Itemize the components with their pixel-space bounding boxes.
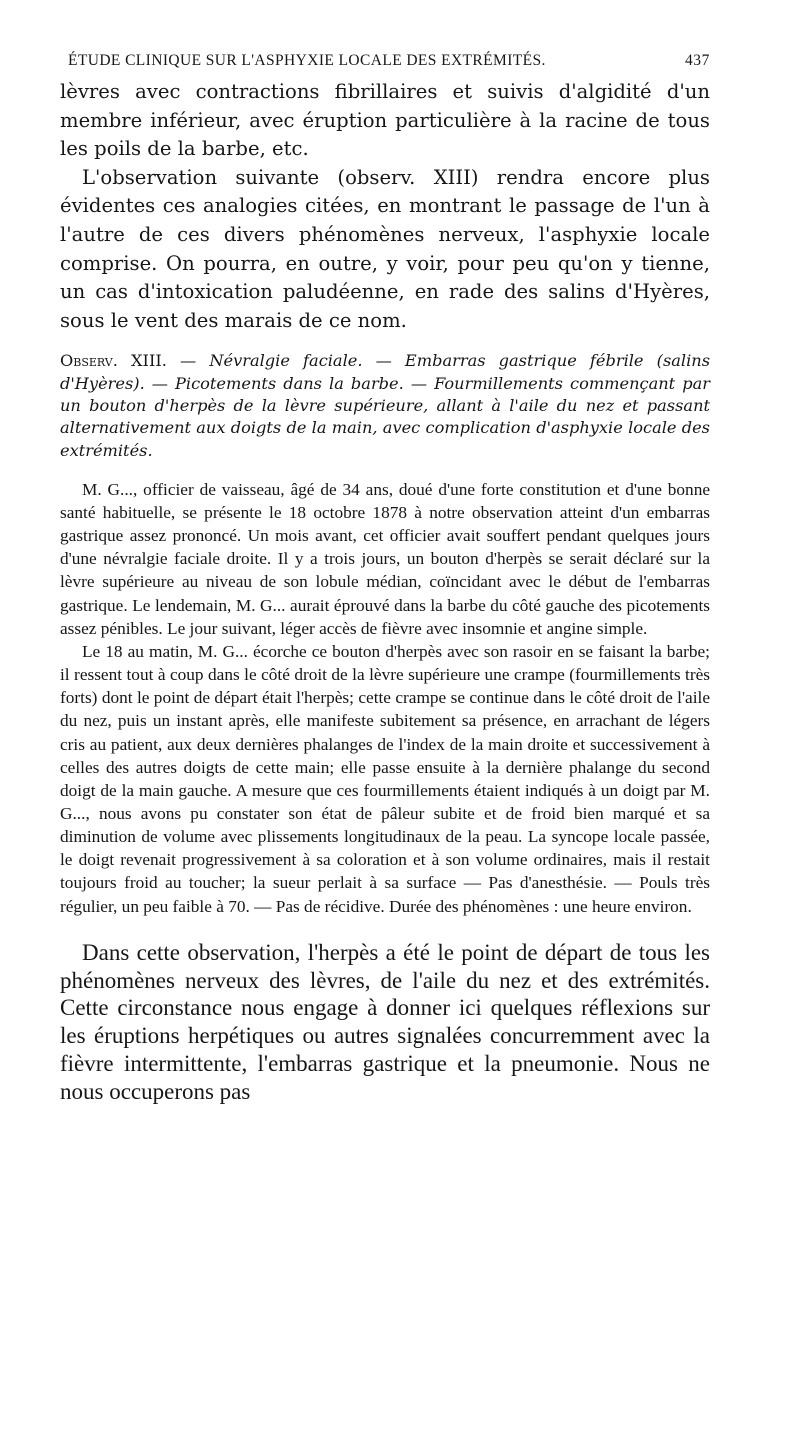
observation-title: — Névralgie faciale. — Embarras gastrique fébrile (salins d'Hyères). — Picotements dans la barbe. — Fourmillements commençant par un bouton d'herpès de la lèvre supérieure, allant à l'aile du nez et passant alternativement aux doigts de la main, avec complication d'asphyxie locale des extrémités.: [60, 351, 711, 460]
running-head: [68, 52, 710, 70]
closing-text: [60, 939, 710, 1106]
case-paragraph-history: M. G..., officier de vaisseau, âgé de 34 ans, doué d'une forte constitution et d'une bonne santé habituelle, se présente le 18 octobre 1878 à notre observation atteint d'un embarras gastrique assez prononcé. Un mois avant, cet officier avait souffert pendant quelques jours d'une névralgie faciale droite. Il y a trois jours, un bouton d'herpès se serait déclaré sur la lèvre supérieure au niveau de son lobule médian, coïncidant avec le début de l'embarras gastrique. Le lendemain, M. G... aurait éprouvé dans la barbe du côté gauche des picotements assez pénibles. Le jour suivant, léger accès de fièvre avec insomnie et angine simple.: [60, 479, 710, 638]
closing-paragraph: Dans cette observation, l'herpès a été le point de départ de tous les phénomènes nerveux des lèvres, de l'aile du nez et des extrémités. Cette circonstance nous engage à donner ici quelques réflexions sur les éruptions herpétiques ou autres signalées concurremment avec la fièvre intermittente, l'embarras gastrique et la pneumonie. Nous ne nous occuperons pas: [60, 939, 710, 1104]
book-page: [60, 52, 710, 1106]
observation-label: Observ. XIII.: [60, 351, 167, 371]
case-report: [60, 478, 710, 918]
running-head-title: ÉTUDE CLINIQUE SUR L'ASPHYXIE LOCALE DES EXTRÉMITÉS.: [68, 52, 546, 69]
case-paragraph-episode: Le 18 au matin, M. G... écorche ce bouton d'herpès avec son rasoir en se faisant la barbe; il ressent tout à coup dans le côté droit de la lèvre supérieure une crampe (fourmillements très forts) dont le point de départ était l'herpès; cette crampe se continue dans le côté droit de l'aile du nez, puis un instant après, elle manifeste subitement sa présence, en arrachant de légers cris au patient, aux deux dernières phalanges de l'index de la main droite et successivement à celles des autres doigts de cette main; elle passe ensuite à la dernière phalange du second doigt de la main gauche. A mesure que ces fourmillements étaient indiqués à un doigt par M. G..., nous avons pu constater son état de pâleur subite et de froid bien marqué et sa diminution de volume avec plissements longitudinaux de la peau. La syncope locale passée, le doigt revenait progressivement à sa coloration et à son volume ordinaires, mais il restait toujours froid au toucher; la sueur perlait à sa surface — Pas d'anesthésie. — Pouls très régulier, un peu faible à 70. — Pas de récidive. Durée des phénomènes : une heure environ.: [60, 641, 710, 916]
paragraph-observation-intro: L'observation suivante (observ. XIII) rendra encore plus évidentes ces analogies citées, en montrant le passage de l'un à l'autre de ces divers phénomènes nerveux, l'asphyxie locale comprise. On pourra, en outre, y voir, pour peu qu'on y tienne, un cas d'intoxication paludéenne, en rade des salins d'Hyères, sous le vent des marais de ce nom.: [60, 165, 710, 332]
observation-heading: [60, 350, 710, 461]
page-number: 437: [684, 52, 710, 69]
paragraph-continuation: lèvres avec contractions fibrillaires et suivis d'algidité d'un membre inférieur, avec éruption particulière à la racine de tous les poils de la barbe, etc.: [60, 80, 710, 161]
intro-text: [60, 78, 710, 335]
